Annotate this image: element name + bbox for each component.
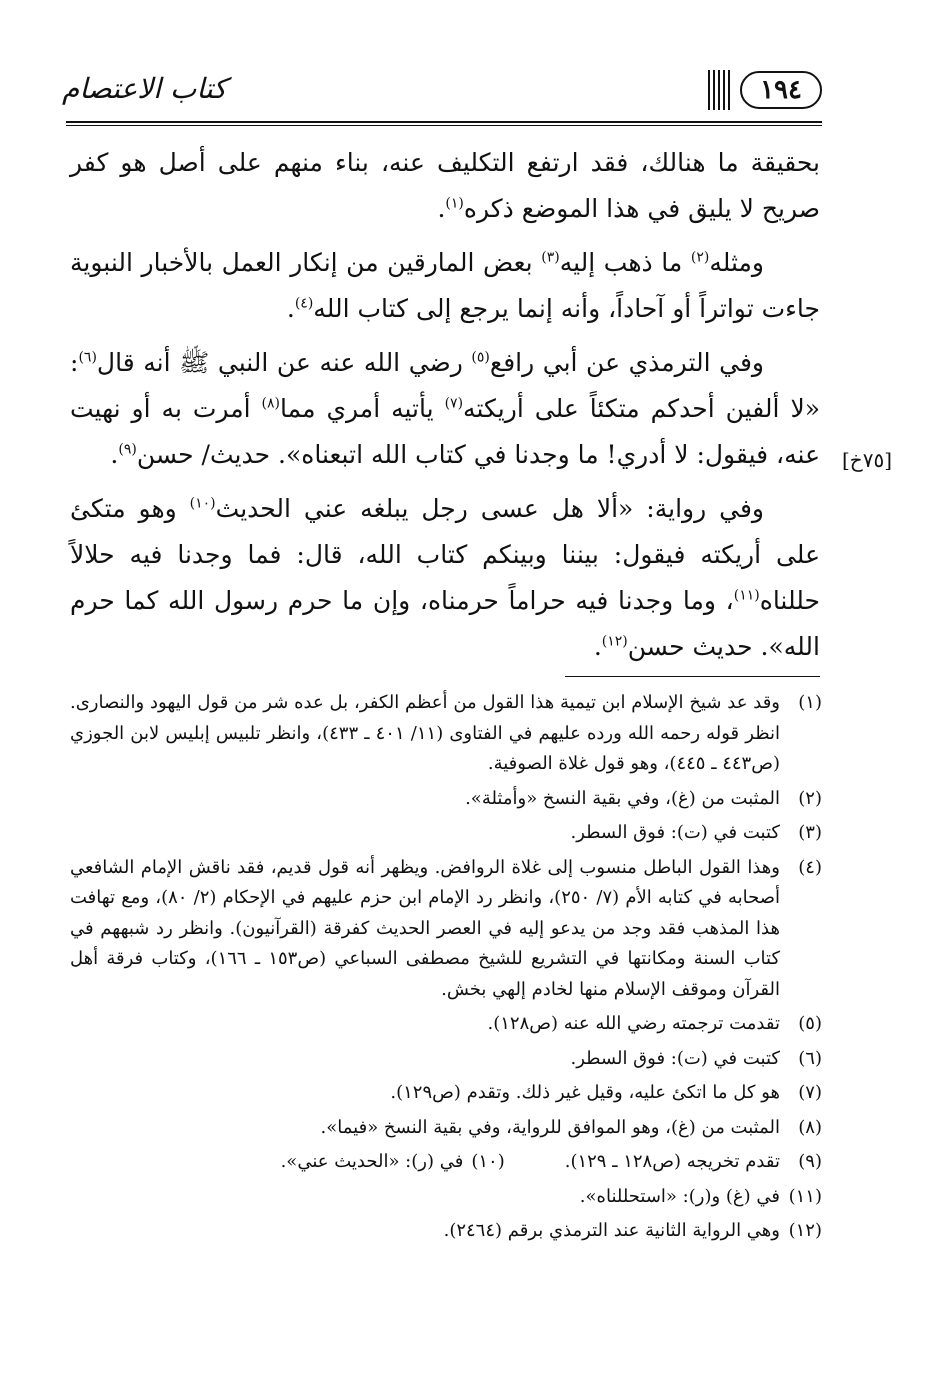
text-run: ومثله xyxy=(709,248,764,277)
footnote-text: وهي الرواية الثانية عند الترمذي برقم (٢٤٦٤). xyxy=(443,1220,780,1241)
footnote-text: المثبت من (غ)، وهو الموافق للرواية، وفي بقية النسخ «فيما». xyxy=(320,1116,780,1138)
footnote-text: تقدم تخريجه (ص١٢٨ ـ ١٢٩). xyxy=(564,1151,780,1172)
paragraph xyxy=(70,486,820,670)
footnote-pair xyxy=(70,1147,822,1178)
footnote-ref: (١١) xyxy=(733,587,760,604)
footnote-ref: (١) xyxy=(445,195,464,212)
footnote-list xyxy=(70,688,822,1143)
footnote-number: (٤) xyxy=(798,856,822,878)
footnote-text: هو كل ما اتكئ عليه، وقيل غير ذلك. وتقدم (ص١٢٩). xyxy=(390,1082,780,1103)
footnote-ref: (١٢) xyxy=(601,633,628,650)
footnote-ref: (١٠) xyxy=(189,495,216,512)
footnote-ref: (٨) xyxy=(261,395,280,412)
footnote-number: (٢) xyxy=(798,787,822,809)
page-number: ١٩٤ xyxy=(740,71,822,109)
footnote-number: (١) xyxy=(798,692,822,713)
text-run: . xyxy=(286,294,295,323)
footnote xyxy=(70,1044,822,1075)
text-run: ، وما وجدنا فيه حراماً حرمناه، وإن ما حرم رسول الله كما حرم الله». حديث حسن xyxy=(70,586,820,661)
header-rule-thin xyxy=(66,125,822,126)
page-header xyxy=(62,66,822,124)
paragraph xyxy=(70,340,820,478)
footnote-number: (٥) xyxy=(798,1013,822,1034)
footnote-number: (٧) xyxy=(798,1082,822,1103)
footnote-ref: (٥) xyxy=(471,349,490,366)
footnote-text: المثبت من (غ)، وفي بقية النسخ «وأمثلة». xyxy=(465,787,780,809)
header-rule xyxy=(66,121,822,123)
paragraph xyxy=(70,140,820,232)
footnote xyxy=(70,1182,822,1213)
book-title: كتاب الاعتصام xyxy=(62,72,227,105)
decorative-bars xyxy=(708,70,730,110)
footnote-ref: (٢) xyxy=(690,249,710,266)
footnote-number: (١١) xyxy=(788,1185,822,1207)
footnote xyxy=(70,818,822,849)
footnotes xyxy=(70,688,822,1251)
footnote-ref: (٩) xyxy=(118,441,137,458)
text-run: وفي الترمذي عن أبي رافع xyxy=(489,348,764,377)
text-run: . xyxy=(593,632,602,661)
text-run: يأتيه أمري مما xyxy=(280,394,445,423)
footnote-text: كتبت في (ت): فوق السطر. xyxy=(570,1047,780,1069)
footnote xyxy=(70,1113,822,1144)
text-run: بعض المارقين من إنكار العمل بالأخبار النبوية جاءت تواتراً أو آحاداً، وأنه إنما يرجع إلى كتاب الله xyxy=(70,248,820,323)
footnote-number: (١٢) xyxy=(788,1220,822,1241)
text-run: أمرت به أو نهيت عنه، فيقول: لا أدري! ما وجدنا في كتاب الله اتبعناه». حديث/ حسن xyxy=(70,394,820,469)
main-text xyxy=(70,140,820,678)
text-run: بحقيقة ما هنالك، فقد ارتفع التكليف عنه، بناء منهم على أصل هو كفر صريح لا يليق في هذا الموضع ذكره xyxy=(70,148,820,223)
footnote-text: وهذا القول الباطل منسوب إلى غلاة الروافض. ويظهر أنه قول قديم، فقد ناقش الإمام الشافعي أصحابه في كتابه الأم (٧/ ٢٥٠)، وانظر رد الإمام ابن حزم عليهم في الإحكام (٢/ ٨٠)، ومع تهافت هذا المذهب فقد وجد من يدعو إليه في العصر الحديث كفرقة (القرآنيون). وانظر رد شبههم في كتاب السنة ومكانتها في التشريع للشيخ مصطفى السباعي (ص١٥٣ ـ ١٦٦)، وكتاب فرقة أهل القرآن وموقف الإسلام منها لخادم إلهي بخش. xyxy=(70,856,781,1000)
text-run: . xyxy=(437,194,446,223)
footnote-ref: (٤) xyxy=(294,295,314,312)
footnote xyxy=(70,1078,822,1109)
page-number-block xyxy=(708,66,822,114)
paragraph xyxy=(70,240,820,332)
footnote xyxy=(70,1009,822,1040)
footnote xyxy=(70,853,822,1006)
text-run: رضي الله عنه عن النبي ﷺ أنه قال xyxy=(96,348,472,377)
text-run: وفي رواية: «ألا هل عسى رجل يبلغه عني الحديث xyxy=(215,494,764,523)
footnote-number: (٩) xyxy=(798,1151,822,1172)
text-run: ما ذهب إليه xyxy=(559,248,691,277)
text-run: . xyxy=(110,440,119,469)
footnote xyxy=(70,784,822,815)
footnote-number: (٣) xyxy=(798,822,822,843)
text-run: وهو متكئ على أريكته فيقول: بيننا وبينكم كتاب الله، قال: فما وجدنا فيه حلالاً حللناه xyxy=(70,494,820,615)
footnote-ref: (٧) xyxy=(444,395,464,412)
footnote-text: في (غ) و(ر): «استحللناه». xyxy=(579,1185,780,1207)
footnote-number: (١٠) xyxy=(471,1151,505,1172)
footnote-number: (٦) xyxy=(798,1047,822,1069)
footnote-text: في (ر): «الحديث عني». xyxy=(280,1151,464,1172)
footnote-ref: (٣) xyxy=(541,249,560,266)
footnote-text: تقدمت ترجمته رضي الله عنه (ص١٢٨). xyxy=(487,1013,780,1034)
text-run: : «لا ألفين أحدكم متكئاً على أريكته xyxy=(70,348,820,423)
footnote-separator xyxy=(565,676,820,677)
footnote-text: كتبت في (ت): فوق السطر. xyxy=(570,822,780,843)
margin-note: [٧٥خ] xyxy=(842,448,893,472)
footnote-ref: (٦) xyxy=(78,349,97,366)
footnote xyxy=(70,688,822,780)
footnote-text: وقد عد شيخ الإسلام ابن تيمية هذا القول من أعظم الكفر، بل عده شر من قول اليهود والنصارى. انظر قوله رحمه الله ورده عليهم في الفتاوى (١١/ ٤٠١ ـ ٤٣٣)، وانظر تلبيس إبليس لابن الجوزي (ص٤٤٣ ـ ٤٤٥)، وهو قول غلاة الصوفية. xyxy=(70,692,780,774)
footnote xyxy=(70,1216,822,1247)
footnote-number: (٨) xyxy=(798,1116,822,1138)
footnote-list-end xyxy=(70,1182,822,1247)
